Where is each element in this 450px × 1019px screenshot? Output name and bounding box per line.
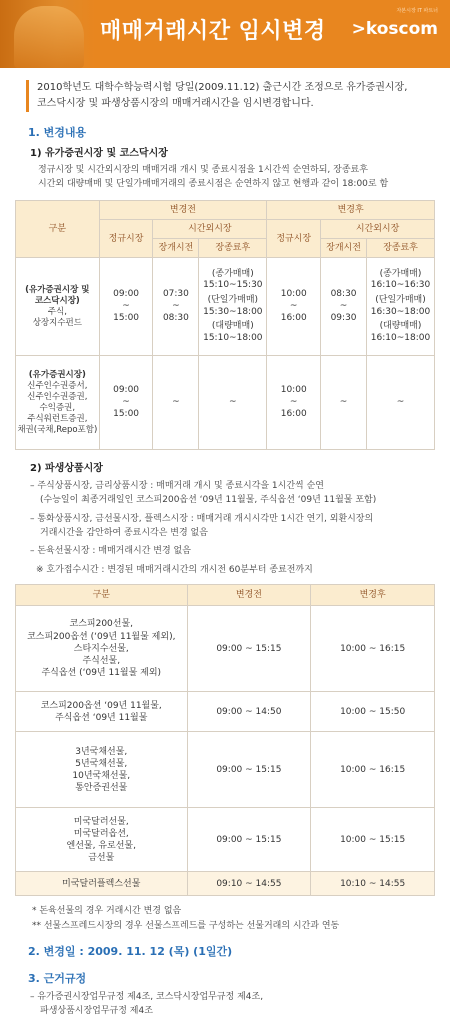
row1-cat-1: (유가증권시장 및 [25,284,90,295]
time-value: ~ [289,300,298,311]
time-value: 09:00 [113,289,140,300]
time-value: 15:30~18:00 [203,306,263,317]
time-value: 08:30 [162,312,189,323]
time-value: 16:00 [280,408,307,419]
row2-cat-2: 신주인수권증서, [27,380,88,391]
row1-category [16,258,100,356]
cat-line: 주식옵션 ‘09년 11월물 [55,712,148,723]
time-value: 07:30 [162,289,189,300]
subsection-2-heading: 2) 파생상품시장 [30,463,103,475]
cat-line: 주식옵션 (‘09년 11월물 제외) [41,668,162,679]
stock-market-hours-table [15,200,435,450]
row2-category [16,356,100,450]
time-value: 15:10~18:00 [203,333,263,344]
th-after: 변경후 [311,585,435,606]
cat-line: 스타지수선물, [73,643,129,654]
row2-cat-1: (유가증권시장) [28,369,86,380]
time-value: 15:00 [113,408,140,419]
row-before: 09:00 ~ 15:15 [187,606,311,692]
row1-cat-3: 주식, [47,306,67,317]
row1-before-preopen [153,258,199,356]
row2-before-regular [99,356,153,450]
row-before: 09:00 ~ 14:50 [187,692,311,732]
time-value: 09:00 [113,385,140,396]
row2-cat-3: 신주인수권증권, [27,391,88,402]
time-value: 10:00 [280,289,307,300]
row-category [16,692,188,732]
time-value: (대량매매) [211,321,254,332]
row-before: 09:00 ~ 15:15 [187,808,311,872]
cat-line: 코스피200옵션 ‘09년 11월물, [40,700,162,711]
cat-line: 금선물 [88,852,115,863]
table-row [16,692,435,732]
intro-line-2: 코스닥시장 및 파생상품시장의 매매거래시간을 임시변경합니다. [37,98,314,109]
time-value: (단일가매매) [375,295,426,306]
th-before: 변경전 [187,585,311,606]
th-before-postclose: 장종료후 [199,239,267,258]
row-after: 10:00 ~ 15:15 [311,808,435,872]
row-category [16,808,188,872]
page-title: 매매거래시간 임시변경 [100,19,326,44]
bullet-4-line-1: ※ 호가접수시간 : 변경된 매매거래시간의 개시전 60분부터 종료전까지 [36,565,313,576]
th-after: 변경후 [267,201,435,220]
cat-line: 주식선물, [82,655,121,666]
row2-after-preopen: ~ [321,356,367,450]
row2-before-postclose: ~ [199,356,267,450]
table-row [16,356,435,450]
koscom-logo [352,18,438,41]
banner-photo [14,6,84,68]
th-after-preopen: 장개시전 [321,239,367,258]
th-after-regular: 정규시장 [267,220,321,258]
cat-line: 코스피200선물, [69,619,134,630]
section-1-heading: 1. 변경내용 [28,126,87,139]
row-after: 10:00 ~ 16:15 [311,732,435,808]
section-3-heading: 3. 근거규정 [28,971,87,985]
cat-line: 10년국채선물, [72,770,131,781]
bullet-1 [30,480,436,508]
cat-line: 엔선물, 유로선물, [66,840,136,851]
row2-after-postclose: ~ [366,356,434,450]
time-value: 15:00 [113,312,140,323]
row1-cat-4: 상장지수펀드 [32,317,82,328]
time-value: (단일가매매) [207,295,259,306]
th-category: 구분 [16,585,188,606]
th-before-regular: 정규시장 [99,220,153,258]
bullet-1-line-2: (수능일이 최종거래일인 코스피200옵션 ‘09년 11월물, 주식옵션 ‘09년 11월물 포함) [40,494,377,505]
row-after: 10:00 ~ 16:15 [311,606,435,692]
time-value: 08:30 [330,289,357,300]
row1-after-regular [267,258,321,356]
time-value: (종가매매) [379,268,422,279]
time-value: (대량매매) [379,321,422,332]
time-value: ~ [122,396,130,407]
time-value: 09:30 [330,312,357,323]
logo-arrow-icon: > [351,19,366,39]
logo-text: koscom [365,19,438,39]
row-before: 09:00 ~ 15:15 [187,732,311,808]
row-after: 10:00 ~ 15:50 [311,692,435,732]
row-category [16,606,188,692]
th-after-postclose: 장종료후 [366,239,434,258]
bullet-2 [30,513,436,541]
header-banner [0,0,450,68]
desc-line-1: 정규시장 및 시간외시장의 매매거래 개시 및 종료시점을 1시간씩 순연하되, 장종료후 [38,165,368,176]
cat-line: 미국달러옵션, [73,828,129,839]
bullet-3-line-1: – 돈육선물시장 : 매매거래시간 변경 없음 [30,546,191,557]
bullet-2-line-1: – 통화상품시장, 금선물시장, 플렉스시장 : 매매거래 개시시각만 1시간 연기, 외환시장의 [30,513,374,524]
time-value: 16:00 [280,312,307,323]
time-value: ~ [122,300,130,311]
row2-cat-6: 채권(국채,Repo포함) [17,424,98,435]
row1-cat-2: 코스닥시장) [34,295,80,306]
time-value: 10:00 [280,385,307,396]
row-before: 09:10 ~ 14:55 [187,872,311,896]
derivatives-bullets [30,480,436,579]
row1-before-regular [99,258,153,356]
row2-cat-4: 수익증권, [39,402,76,413]
row1-before-postclose [199,258,267,356]
table-row [16,606,435,692]
table-row [16,732,435,808]
row-category: 미국달러플렉스선물 [16,872,188,896]
time-value: 16:30~18:00 [370,306,431,317]
th-before: 변경전 [99,201,267,220]
subsection-1-description [38,164,436,192]
th-category: 구분 [16,201,100,258]
subsection-1-heading: 1) 유가증권시장 및 코스닥시장 [30,147,168,159]
row-category [16,732,188,808]
section-2-heading: 2. 변경일 : 2009. 11. 12 (목) (1일간) [28,945,233,959]
row2-cat-5: 주식워런트증권, [27,413,88,424]
bullet-2-line-2: 거래시간을 감안하여 종료시각은 변경 없음 [40,527,208,538]
row2-after-regular [267,356,321,450]
regulation-line-1: – 유가증권시장업무규정 제4조, 코스닥시장업무규정 제4조, [30,991,264,1002]
cat-line: 코스피200옵션 (‘09년 11월물 제외), [27,631,176,642]
cat-line: 통안증권선물 [75,782,128,793]
cat-line: 3년국채선물, [75,746,128,757]
row1-after-postclose [366,258,434,356]
time-value: (종가매매) [211,268,254,279]
time-value: ~ [172,300,180,311]
time-value: ~ [289,396,298,407]
bullet-3 [30,545,436,559]
desc-line-2: 시간외 대량매매 및 단일가매매거래의 종료시점은 순연하지 않고 현행과 같이 18:00로 함 [38,179,389,190]
table-row [16,808,435,872]
time-value: 16:10~18:00 [370,333,431,344]
regulation-list [30,991,436,1019]
table-row [16,258,435,356]
bullet-4 [36,564,436,578]
derivatives-hours-table [15,584,435,896]
time-value: 16:10~16:30 [370,280,431,291]
th-after-afterhours: 시간외시장 [321,220,435,239]
th-before-afterhours: 시간외시장 [153,220,267,239]
footnotes [32,904,440,933]
cat-line: 미국달러선물, [73,816,129,827]
intro-block [26,80,432,112]
bullet-1-line-1: – 주식상품시장, 금리상품시장 : 매매거래 개시 및 종료시각을 1시간씩 순연 [30,480,324,491]
row2-before-preopen: ~ [153,356,199,450]
regulation-line-2: 파생상품시장업무규정 제4조 [40,1005,153,1016]
time-value: ~ [339,300,348,311]
footnote-2: ** 선물스프레드시장의 경우 선물스프레드를 구성하는 선물거래의 시간과 연동 [32,920,340,931]
row1-after-preopen [321,258,367,356]
intro-line-1: 2010학년도 대학수학능력시험 당일(2009.11.12) 출근시간 조정으로 유가증권시장, [37,82,408,93]
th-before-preopen: 장개시전 [153,239,199,258]
footnote-1: * 돈육선물의 경우 거래시간 변경 없음 [32,906,182,917]
time-value: 15:10~15:30 [203,280,263,291]
table-row [16,872,435,896]
logo-tagline: 자본시장 IT 파트너 [396,8,438,14]
cat-line: 5년국채선물, [75,758,128,769]
row-after: 10:10 ~ 14:55 [311,872,435,896]
